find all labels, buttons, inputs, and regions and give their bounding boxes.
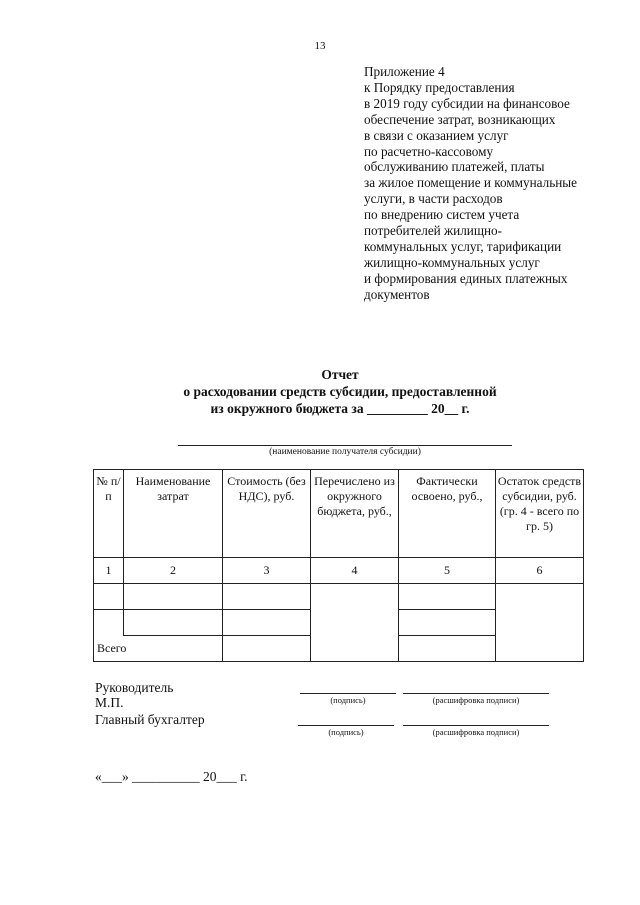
table-cell [223, 584, 311, 610]
accountant-label: Главный бухгалтер [95, 712, 205, 727]
header-cell: Перечислено из окружного бюджета, руб., [311, 470, 399, 558]
date-line: «___» __________ 20___ г. [95, 769, 248, 784]
table-cell [223, 636, 311, 662]
column-number: 6 [496, 558, 584, 584]
header-cell: Стоимость (без НДС), руб. [223, 470, 311, 558]
signature-caption: (подпись) [328, 727, 364, 737]
appendix-line: за жилое помещение и коммунальные [364, 175, 577, 191]
column-number-row [94, 558, 584, 584]
total-label: Всего [94, 636, 223, 662]
report-table [93, 469, 584, 662]
table-row [94, 584, 584, 610]
header-cell: Наименование затрат [124, 470, 223, 558]
appendix-line: жилищно-коммунальных услуг [364, 254, 540, 270]
stamp-label: М.П. [95, 695, 124, 710]
appendix-line: в 2019 году субсидии на финансовое [364, 95, 570, 111]
table-cell [124, 584, 223, 610]
column-number: 4 [311, 558, 399, 584]
recipient-caption: (наименование получателя субсидии) [269, 447, 421, 457]
column-number: 5 [399, 558, 496, 584]
head-decryption-line [403, 693, 549, 694]
title-line: из окружного бюджета за _________ 20__ г. [210, 401, 470, 416]
column-number: 2 [124, 558, 223, 584]
signature-caption: (подпись) [330, 695, 366, 705]
table-cell [223, 610, 311, 636]
table-cell [94, 584, 124, 610]
decryption-caption: (расшифровка подписи) [432, 695, 520, 705]
title-line: о расходовании средств субсидии, предоставленной [183, 384, 497, 399]
appendix-line: обслуживанию платежей, платы [364, 159, 545, 175]
appendix-line: услуги, в части расходов [364, 191, 503, 207]
appendix-line: документов [364, 286, 430, 302]
title-line: Отчет [321, 367, 359, 382]
appendix-line: в связи с оказанием услуг [364, 127, 509, 143]
table-cell [124, 610, 223, 636]
appendix-line: по расчетно-кассовому [364, 143, 494, 159]
column-number: 3 [223, 558, 311, 584]
page-number: 13 [314, 40, 326, 52]
appendix-line: по внедрению систем учета [364, 207, 520, 223]
header-cell: Остаток средств субсидии, руб. (гр. 4 - всего по гр. 5) [496, 470, 584, 558]
table-cell [399, 636, 496, 662]
recipient-line [178, 445, 512, 446]
decryption-caption: (расшифровка подписи) [432, 727, 520, 737]
appendix-line: к Порядку предоставления [364, 79, 515, 95]
header-cell: № п/п [94, 470, 124, 558]
table-cell [311, 584, 399, 662]
column-number: 1 [94, 558, 124, 584]
head-signature-line [300, 693, 396, 694]
accountant-signature-line [298, 725, 394, 726]
appendix-line: обеспечение затрат, возникающих [364, 111, 556, 127]
table-cell [399, 584, 496, 610]
table-cell [496, 584, 584, 662]
appendix-line: коммунальных услуг, тарификации [364, 238, 562, 254]
report-title [0, 366, 640, 417]
table-cell [399, 610, 496, 636]
appendix-line: и формирования единых платежных [364, 270, 568, 286]
table-header-row [94, 470, 584, 558]
header-cell: Фактически освоено, руб., [399, 470, 496, 558]
table-cell [94, 610, 124, 636]
appendix-block [364, 64, 624, 303]
head-label: Руководитель [95, 680, 174, 695]
accountant-decryption-line [403, 725, 549, 726]
appendix-line: потребителей жилищно- [364, 223, 503, 239]
appendix-line: Приложение 4 [364, 64, 445, 79]
